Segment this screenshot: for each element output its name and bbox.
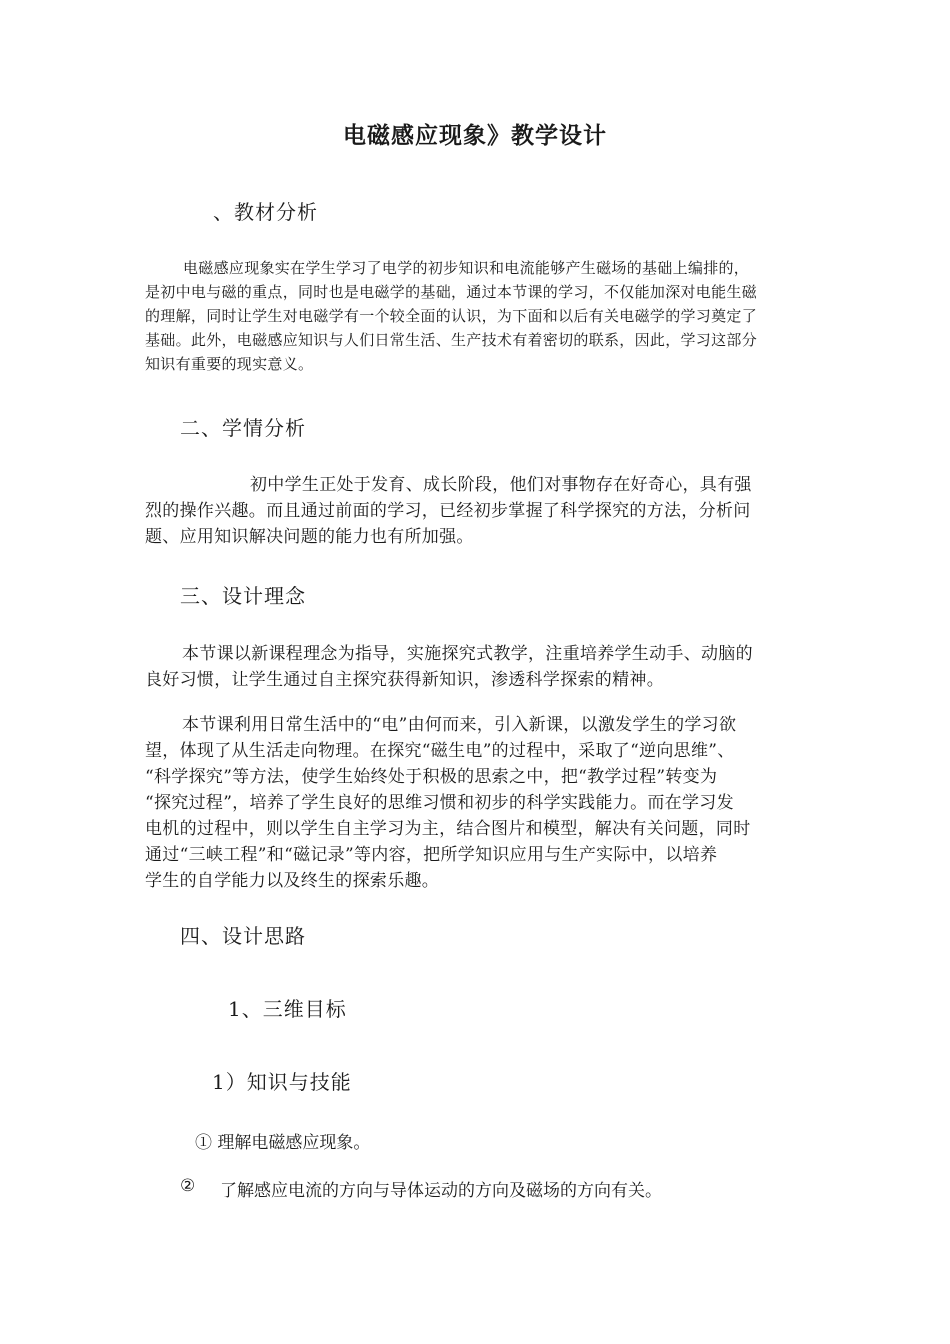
paragraph-line: 本节课利用日常生活中的“电”由何而来，引入新课，以激发学生的学习欲 <box>182 715 737 735</box>
section-heading-design-concept: 三、设计理念 <box>180 584 306 608</box>
subheading-three-dimensional-goals: 1、三维目标 <box>228 997 347 1021</box>
paragraph-line: 望，体现了从生活走向物理。在探究“磁生电”的过程中，采取了“逆向思维”、 <box>145 741 735 761</box>
paragraph-line: 良好习惯，让学生通过自主探究获得新知识，渗透科学探索的精神。 <box>145 670 664 690</box>
document-title: 电磁感应现象》教学设计 <box>343 122 607 149</box>
paragraph-line: 初中学生正处于发育、成长阶段，他们对事物存在好奇心，具有强 <box>250 475 752 495</box>
goal-item-2-number: ② <box>180 1176 196 1196</box>
paragraph-line: 知识有重要的现实意义。 <box>145 355 314 373</box>
paragraph-line: 烈的操作兴趣。而且通过前面的学习，已经初步掌握了科学探究的方法，分析问 <box>145 501 751 521</box>
paragraph-line: 学生的自学能力以及终生的探索乐趣。 <box>145 871 440 891</box>
paragraph-line: 的理解，同时让学生对电磁学有一个较全面的认识，为下面和以后有关电磁学的学习奠定了 <box>145 307 758 325</box>
subheading-knowledge-and-skills: 1）知识与技能 <box>212 1070 352 1094</box>
textbook-analysis-paragraph <box>145 256 835 376</box>
paragraph-line: 电磁感应现象实在学生学习了电学的初步知识和电流能够产生磁场的基础上编排的， <box>183 259 750 277</box>
paragraph-line: 题、应用知识解决问题的能力也有所加强。 <box>145 527 474 547</box>
paragraph-line: 是初中电与磁的重点，同时也是电磁学的基础，通过本节课的学习，不仅能加深对电能生磁 <box>145 283 758 301</box>
goal-item-2-text: 了解感应电流的方向与导体运动的方向及磁场的方向有关。 <box>220 1181 662 1201</box>
paragraph-line: 本节课以新课程理念为指导，实施探究式教学，注重培养学生动手、动脑的 <box>182 644 753 664</box>
design-concept-paragraph-1 <box>145 641 825 693</box>
section-heading-design-approach: 四、设计思路 <box>180 924 306 948</box>
section-heading-textbook-analysis: 、教材分析 <box>213 200 318 224</box>
paragraph-line: 通过“三峡工程”和“磁记录”等内容，把所学知识应用与生产实际中，以培养 <box>145 845 718 865</box>
paragraph-line: 基础。此外，电磁感应知识与人们日常生活、生产技术有着密切的联系，因此，学习这部分 <box>145 331 758 349</box>
paragraph-line: “科学探究”等方法，使学生始终处于积极的思索之中，把“教学过程”转变为 <box>145 767 718 787</box>
paragraph-line: 电机的过程中，则以学生自主学习为主，结合图片和模型，解决有关问题，同时 <box>145 819 751 839</box>
learner-analysis-paragraph <box>145 472 825 550</box>
goal-item-1: ① 理解电磁感应现象。 <box>195 1133 371 1153</box>
section-heading-learner-analysis: 二、学情分析 <box>180 416 306 440</box>
design-concept-paragraph-2 <box>145 712 825 894</box>
paragraph-line: “探究过程”，培养了学生良好的思维习惯和初步的科学实践能力。而在学习发 <box>145 793 734 813</box>
